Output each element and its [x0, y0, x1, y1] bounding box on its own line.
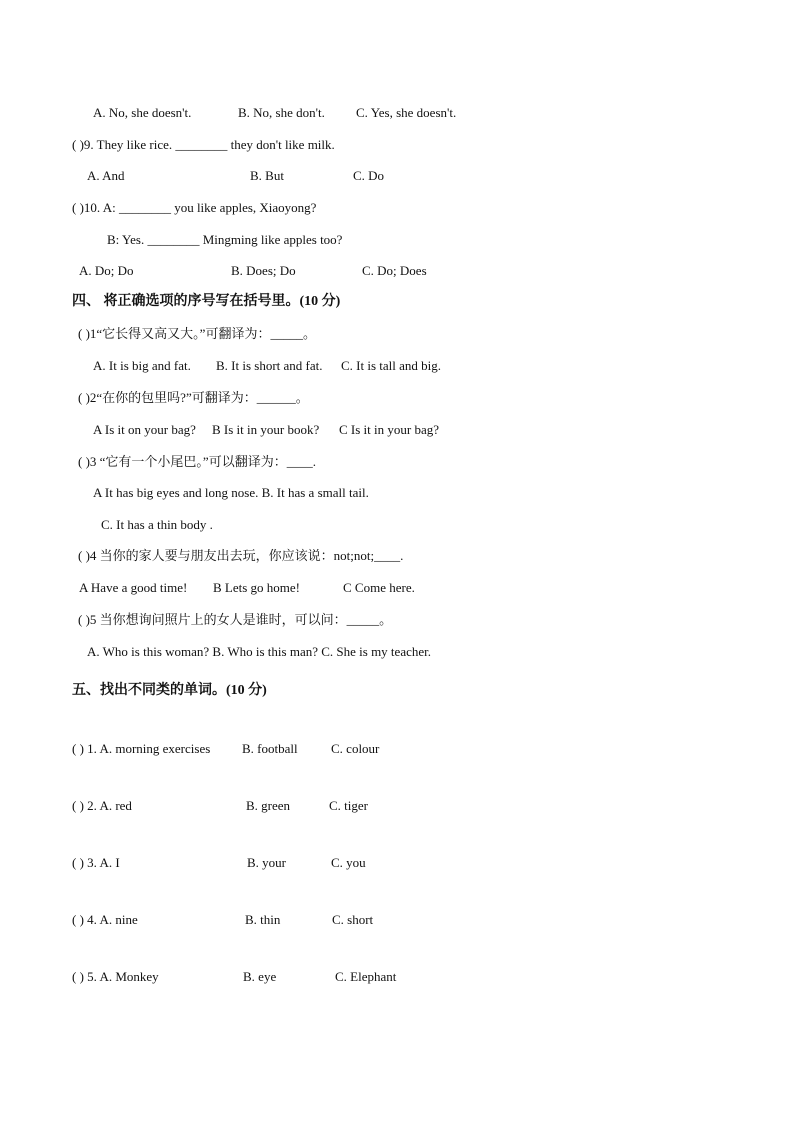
worksheet-line: B. green: [246, 798, 291, 813]
worksheet-line: B. eye: [243, 969, 277, 984]
worksheet-line: A Is it on your bag?: [93, 422, 196, 437]
worksheet-line: C. Do: [353, 168, 385, 183]
worksheet-line: ( )5 当你想询问照片上的女人是谁时，可以问：_____。: [78, 612, 393, 627]
worksheet-line: B: Yes. ________ Mingming like apples too?: [107, 232, 343, 247]
worksheet-line: B. thin: [245, 912, 281, 927]
worksheet-line: C. short: [332, 912, 374, 927]
worksheet-line: B. your: [247, 855, 286, 870]
worksheet-line: A. No, she doesn't.: [93, 105, 192, 120]
worksheet-line: A. And: [87, 168, 125, 183]
worksheet-line: B. But: [250, 168, 284, 183]
worksheet-line: ( ) 5. A. Monkey: [72, 969, 159, 984]
worksheet-line: ( ) 2. A. red: [72, 798, 132, 813]
worksheet-line: B. Does; Do: [231, 263, 296, 278]
section-heading: 五、找出不同类的单词。(10 分): [72, 683, 267, 698]
worksheet-line: C Come here.: [343, 580, 415, 595]
worksheet-line: B. It is short and fat.: [216, 358, 323, 373]
worksheet-line: ( )3 “它有一个小尾巴。”可以翻译为：____.: [78, 454, 316, 469]
worksheet-line: C. It is tall and big.: [341, 358, 442, 373]
worksheet-line: A It has big eyes and long nose. B. It has a small tail.: [93, 485, 369, 500]
worksheet-line: C. Elephant: [335, 969, 397, 984]
worksheet-line: ( ) 1. A. morning exercises: [72, 741, 211, 756]
worksheet-line: C Is it in your bag?: [339, 422, 440, 437]
worksheet-line: B Is it in your book?: [212, 422, 320, 437]
worksheet-line: ( )10. A: ________ you like apples, Xiaoyong?: [72, 200, 317, 215]
worksheet-line: A. Do; Do: [79, 263, 134, 278]
worksheet-line: ( )2“在你的包里吗?”可翻译为：______。: [78, 390, 309, 405]
worksheet-line: A. Who is this woman? B. Who is this man? C. She is my teacher.: [87, 644, 431, 659]
worksheet-line: A. It is big and fat.: [93, 358, 191, 373]
worksheet-line: C. Yes, she doesn't.: [356, 105, 457, 120]
worksheet-line: ( ) 3. A. I: [72, 855, 120, 870]
section-heading: 四、 将正确选项的序号写在括号里。(10 分): [72, 294, 341, 309]
worksheet-line: C. you: [331, 855, 366, 870]
worksheet-line: ( )4 当你的家人要与朋友出去玩，你应该说：not;not;____.: [78, 548, 404, 563]
worksheet-line: C. It has a thin body .: [101, 517, 213, 532]
worksheet-line: ( )1“它长得又高又大。”可翻译为：_____。: [78, 326, 316, 341]
worksheet-line: C. Do; Does: [362, 263, 427, 278]
worksheet-line: C. tiger: [329, 798, 368, 813]
worksheet-line: B. football: [242, 741, 298, 756]
worksheet-line: ( ) 4. A. nine: [72, 912, 138, 927]
worksheet-line: B Lets go home!: [213, 580, 301, 595]
worksheet-line: ( )9. They like rice. ________ they don't like milk.: [72, 137, 335, 152]
worksheet-line: B. No, she don't.: [238, 105, 325, 120]
worksheet-line: A Have a good time!: [79, 580, 188, 595]
worksheet-line: C. colour: [331, 741, 380, 756]
